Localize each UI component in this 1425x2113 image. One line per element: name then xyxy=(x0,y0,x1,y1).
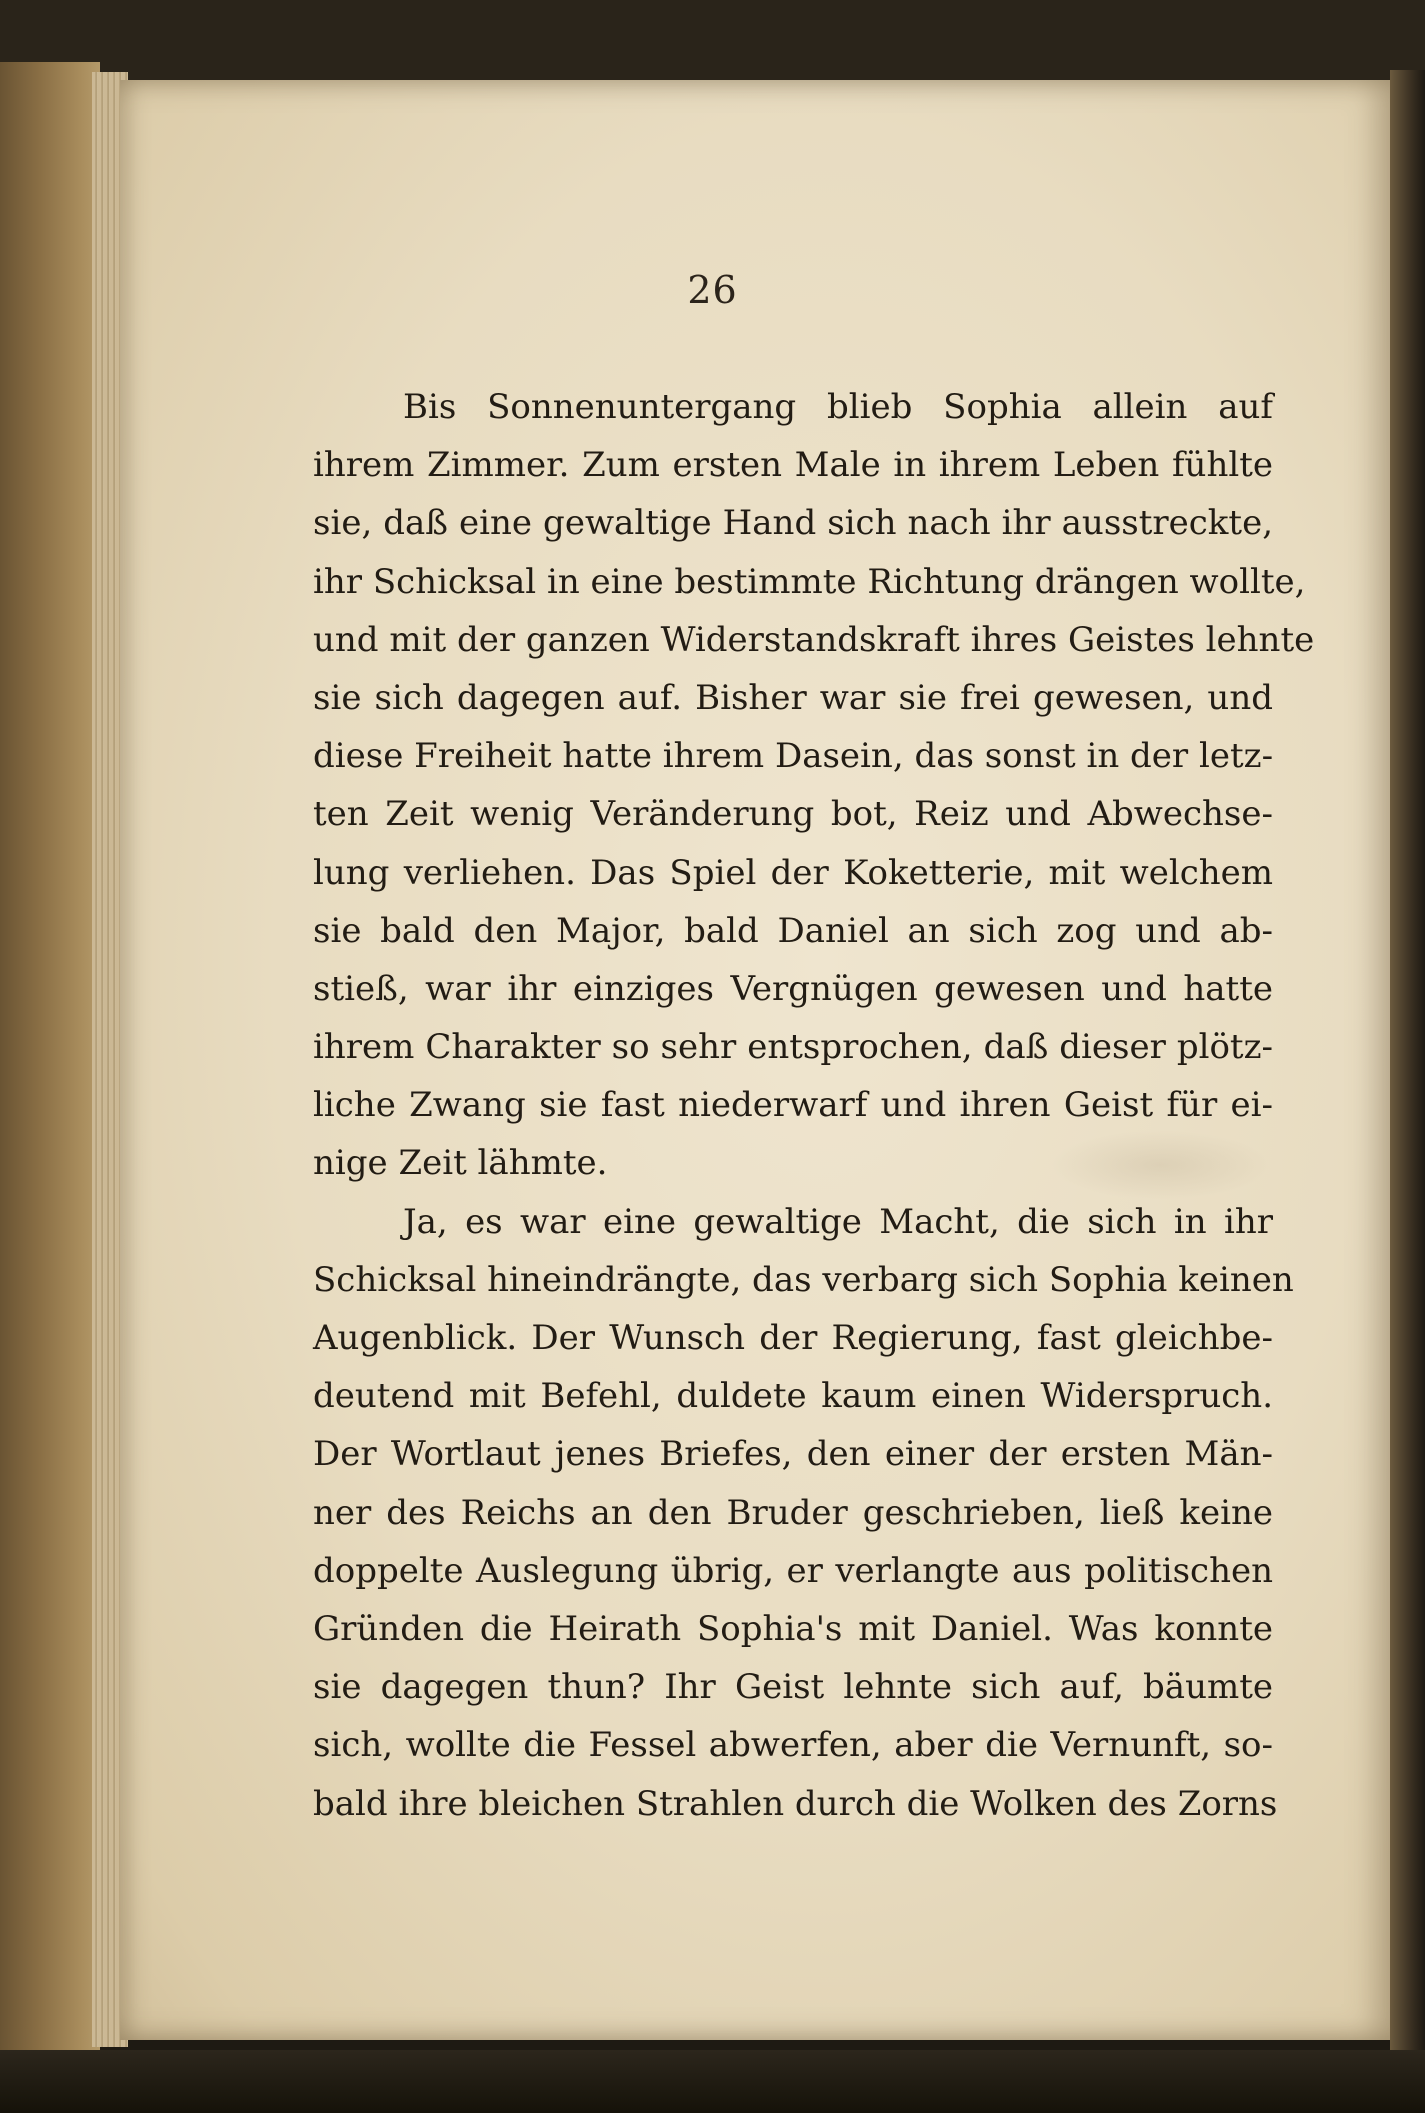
text-line: ihrem Zimmer. Zum ersten Male in ihrem Leben fühlte xyxy=(313,445,1273,486)
text-line: sie bald den Major, bald Daniel an sich zog und ab- xyxy=(313,910,1273,951)
text-line: ihrem Charakter so sehr entsprochen, daß dieser plötz- xyxy=(313,1027,1273,1068)
text-line: nige Zeit lähmte. xyxy=(313,1143,608,1184)
text-line: bald ihre bleichen Strahlen durch die Wolken des Zorns xyxy=(313,1783,1278,1824)
text-line: stieß, war ihr einziges Vergnügen gewesen und hatte xyxy=(313,968,1273,1009)
text-line: und mit der ganzen Widerstandskraft ihres Geistes lehnte xyxy=(313,619,1315,660)
text-line: Bis Sonnenuntergang blieb Sophia allein auf xyxy=(403,387,1273,427)
book-gutter-shadow xyxy=(1390,70,1425,2055)
text-line: ner des Reichs an den Bruder geschrieben, ließ keine xyxy=(313,1492,1273,1533)
text-line: Ja, es war eine gewaltige Macht, die sich in ihr xyxy=(403,1201,1273,1242)
text-line: ten Zeit wenig Veränderung bot, Reiz und Abwechse- xyxy=(313,794,1273,835)
text-line: sie dagegen thun? Ihr Geist lehnte sich auf, bäumte xyxy=(313,1667,1273,1708)
text-line: ihr Schicksal in eine bestimmte Richtung drängen wollte, xyxy=(313,561,1306,602)
text-line: Gründen die Heirath Sophia's mit Daniel. Was konnte xyxy=(313,1608,1273,1649)
text-line: doppelte Auslegung übrig, er verlangte aus politischen xyxy=(313,1550,1273,1591)
text-line: sich, wollte die Fessel abwerfen, aber die Vernunft, so- xyxy=(313,1725,1273,1766)
text-line: sie, daß eine gewaltige Hand sich nach ihr ausstreckte, xyxy=(313,503,1273,544)
text-line: Augenblick. Der Wunsch der Regierung, fast gleichbe- xyxy=(313,1318,1273,1358)
text-line: Schicksal hineindrängte, das verbarg sich Sophia keinen xyxy=(313,1259,1294,1300)
text-line: lung verliehen. Das Spiel der Koketterie, mit welchem xyxy=(313,852,1273,893)
book-cover-edge xyxy=(0,62,100,2052)
text-line: sie sich dagegen auf. Bisher war sie frei gewesen, und xyxy=(313,677,1273,718)
text-line: liche Zwang sie fast niederwarf und ihren Geist für ei- xyxy=(313,1085,1273,1126)
text-line: Der Wortlaut jenes Briefes, den einer der ersten Män- xyxy=(313,1434,1273,1475)
scan-bottom-border xyxy=(0,2050,1425,2113)
text-line: deutend mit Befehl, duldete kaum einen Widerspruch. xyxy=(313,1376,1273,1417)
body-text xyxy=(313,378,1315,1833)
text-line: diese Freiheit hatte ihrem Dasein, das sonst in der letz- xyxy=(313,736,1274,777)
page-number: 26 xyxy=(687,268,738,312)
